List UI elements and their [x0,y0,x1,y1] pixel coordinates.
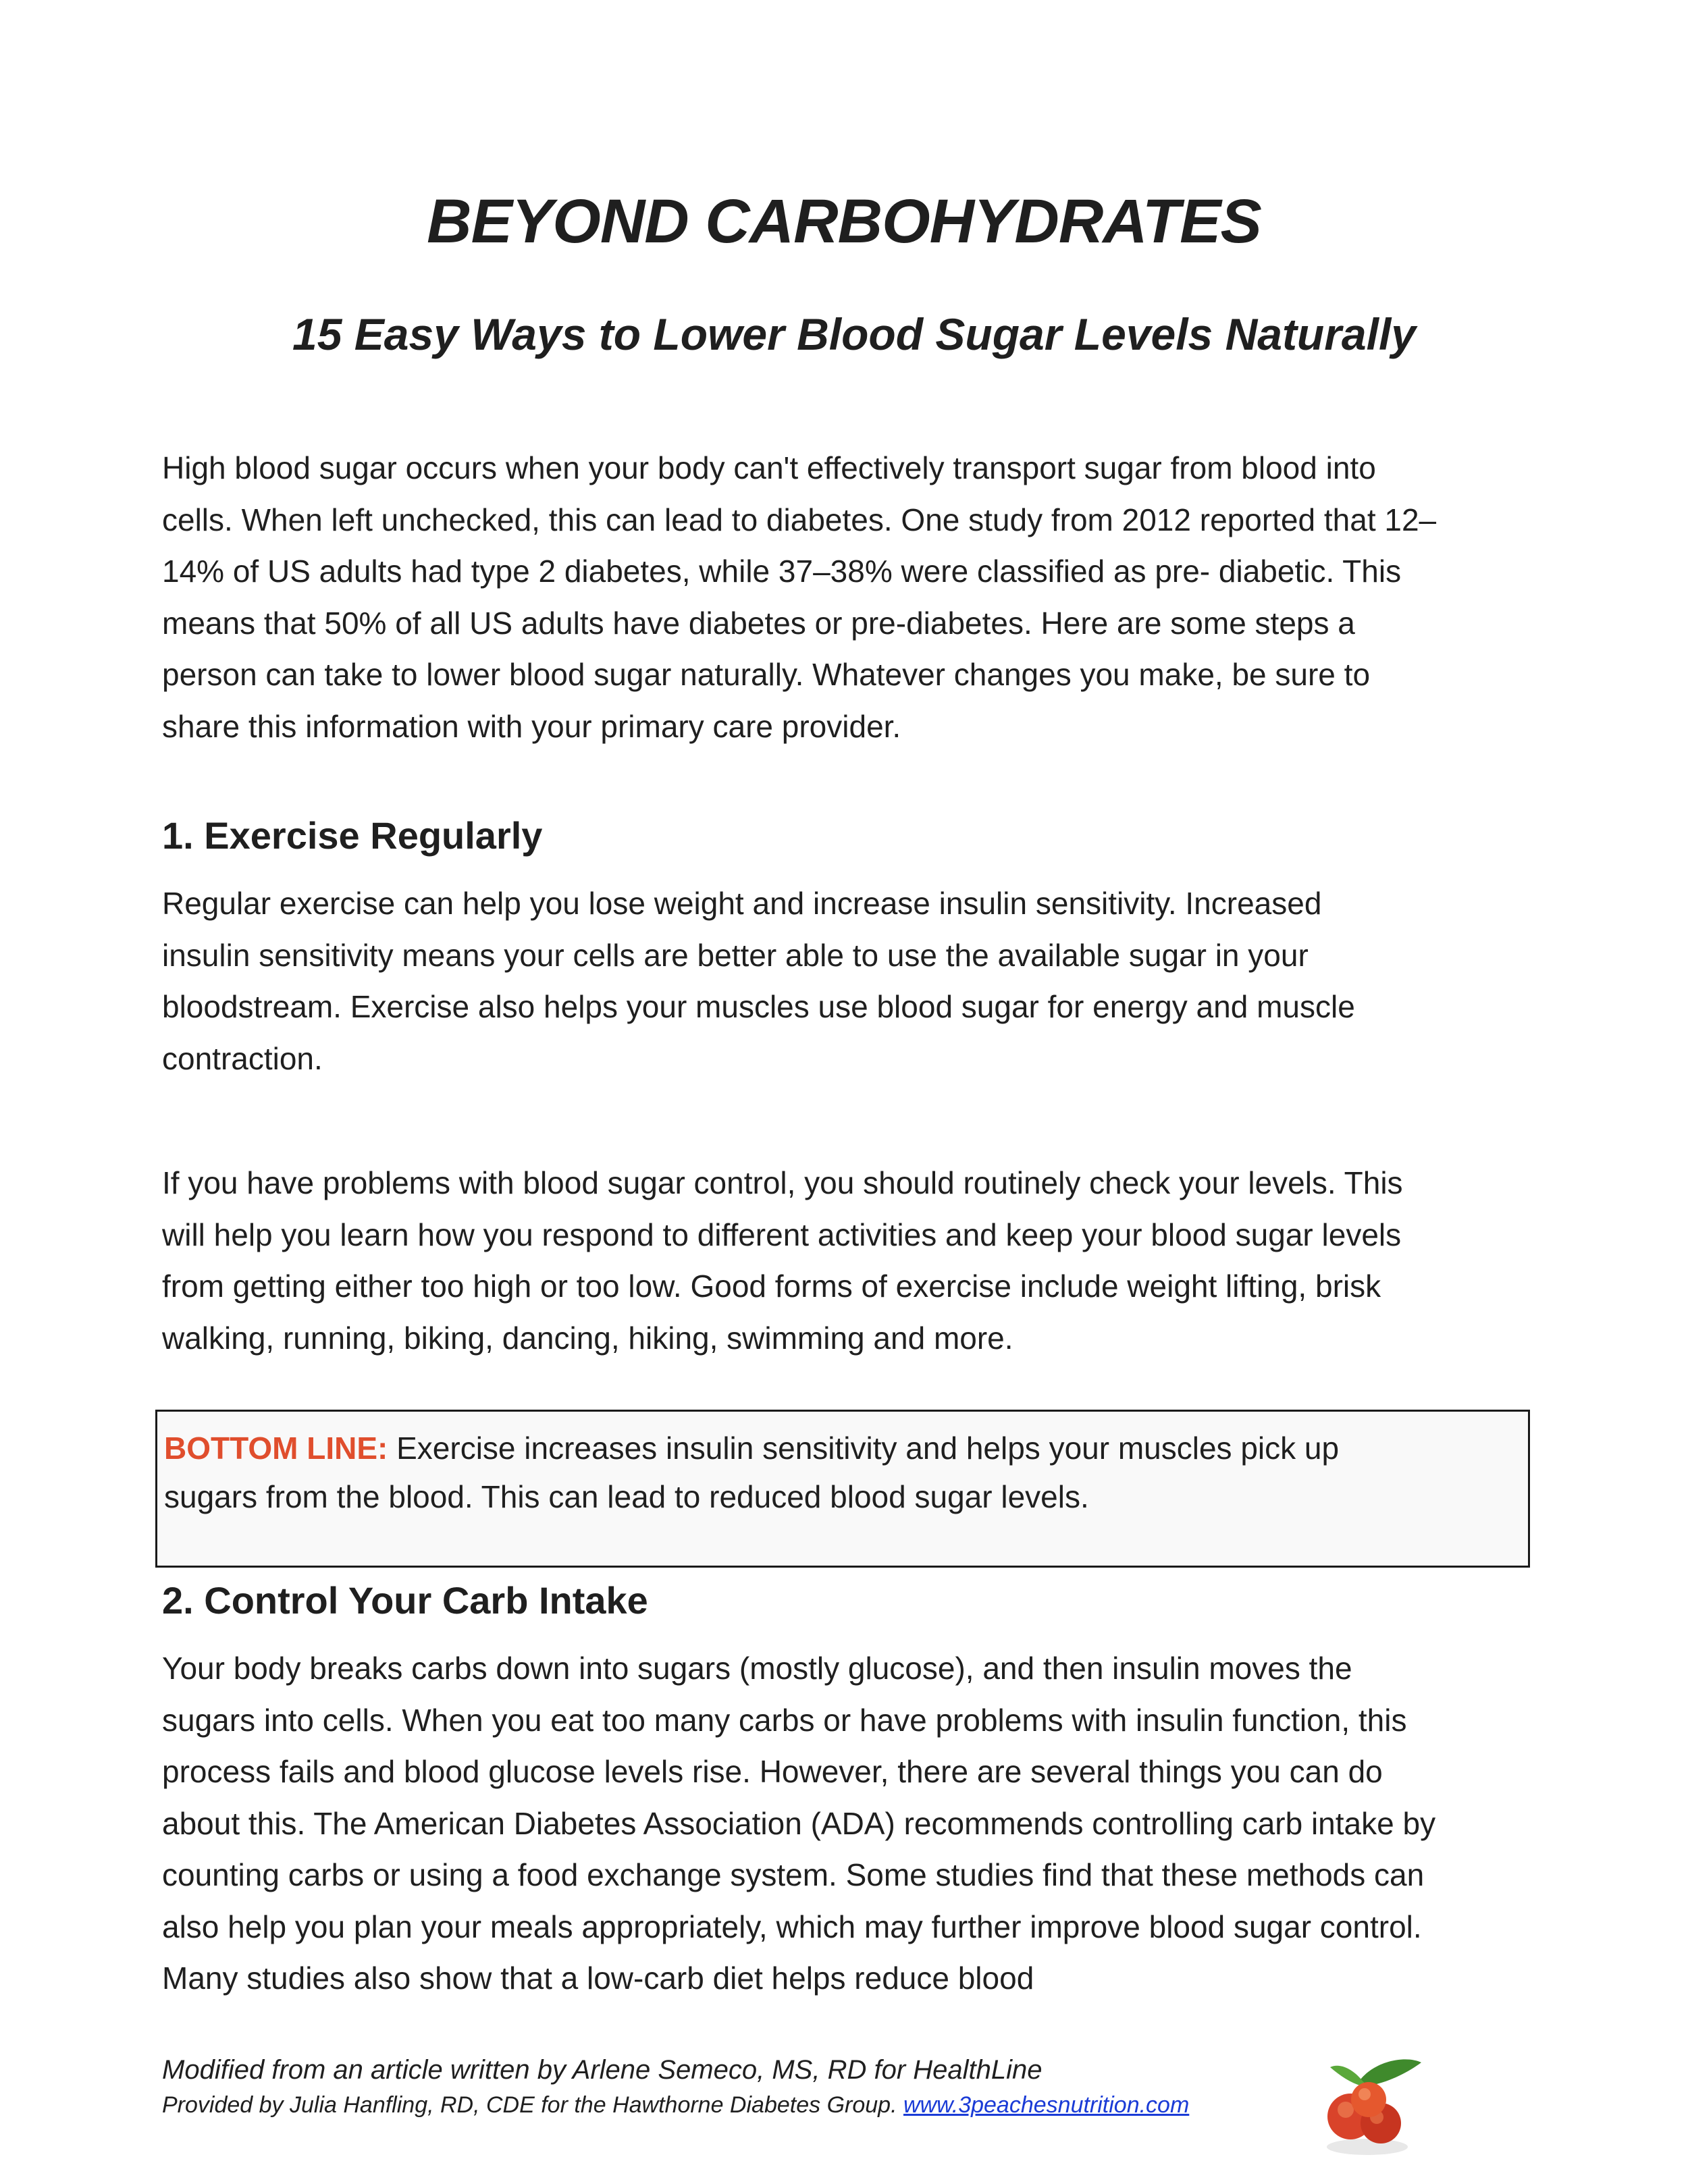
bottom-line-line2: sugars from the blood. This can lead to reduced blood sugar levels. [164,1479,1089,1514]
paragraph-line: counting carbs or using a food exchange system. Some studies find that these methods can [162,1857,1425,1892]
paragraph-line: Your body breaks carbs down into sugars (mostly glucose), and then insulin moves the [162,1651,1352,1686]
bottom-line-first-line [164,1424,1521,1472]
paragraph-line: process fails and blood glucose levels rise. However, there are several things you can do [162,1754,1383,1789]
intro-line: cells. When left unchecked, this can lead to diabetes. One study from 2012 reported that 12– [162,502,1437,537]
intro-paragraph [162,442,1546,752]
footer-provided-by [162,2091,1189,2119]
paragraph-line: Many studies also show that a low-carb diet helps reduce blood [162,1961,1034,1996]
bottom-line-box [155,1410,1530,1568]
intro-line: High blood sugar occurs when your body can't effectively transport sugar from blood into [162,450,1376,485]
intro-line: means that 50% of all US adults have diabetes or pre-diabetes. Here are some steps a [162,605,1355,641]
paragraph-line: sugars into cells. When you eat too many carbs or have problems with insulin function, this [162,1702,1407,1738]
paragraph-line: If you have problems with blood sugar control, you should routinely check your levels. This [162,1165,1403,1200]
paragraph-line: insulin sensitivity means your cells are better able to use the available sugar in your [162,937,1309,973]
intro-line: 14% of US adults had type 2 diabetes, while 37–38% were classified as pre- diabetic. This [162,554,1402,589]
section-heading-exercise: 1. Exercise Regularly [162,814,543,857]
peaches-logo-icon [1313,2052,1428,2160]
footer-credit: Modified from an article written by Arlene Semeco, MS, RD for HealthLine [162,2055,1043,2085]
paragraph-line: about this. The American Diabetes Association (ADA) recommends controlling carb intake by [162,1805,1436,1841]
document-subtitle: 15 Easy Ways to Lower Blood Sugar Levels Naturally [292,309,1417,359]
paragraph-line: contraction. [162,1040,323,1076]
paragraph-line: from getting either too high or too low. Good forms of exercise include weight lifting, brisk [162,1269,1381,1304]
intro-line: person can take to lower blood sugar naturally. Whatever changes you make, be sure to [162,657,1371,692]
paragraph-line: bloodstream. Exercise also helps your muscles use blood sugar for energy and muscle [162,989,1355,1024]
bottom-line-label: BOTTOM LINE: [164,1431,388,1466]
footer-website-link[interactable]: www.3peachesnutrition.com [903,2092,1190,2118]
section1-paragraph2 [162,1157,1546,1364]
intro-line: share this information with your primary care provider. [162,708,901,744]
paragraph-line: will help you learn how you respond to different activities and keep your blood sugar levels [162,1217,1402,1252]
section-heading-carb-intake: 2. Control Your Carb Intake [162,1579,648,1622]
section2-paragraph1 [162,1643,1546,2004]
bottom-line-text [164,1424,1521,1521]
document-title: BEYOND CARBOHYDRATES [427,187,1261,256]
bottom-line-line1: Exercise increases insulin sensitivity and helps your muscles pick up [388,1431,1340,1466]
section1-paragraph1 [162,878,1546,1084]
paragraph-line: walking, running, biking, dancing, hiking, swimming and more. [162,1320,1013,1356]
paragraph-line: Regular exercise can help you lose weight and increase insulin sensitivity. Increased [162,886,1322,921]
peaches-logo-svg [1313,2052,1428,2160]
footer-provided-text: Provided by Julia Hanfling, RD, CDE for the Hawthorne Diabetes Group. [162,2092,903,2118]
paragraph-line: also help you plan your meals appropriately, which may further improve blood sugar control. [162,1909,1422,1944]
